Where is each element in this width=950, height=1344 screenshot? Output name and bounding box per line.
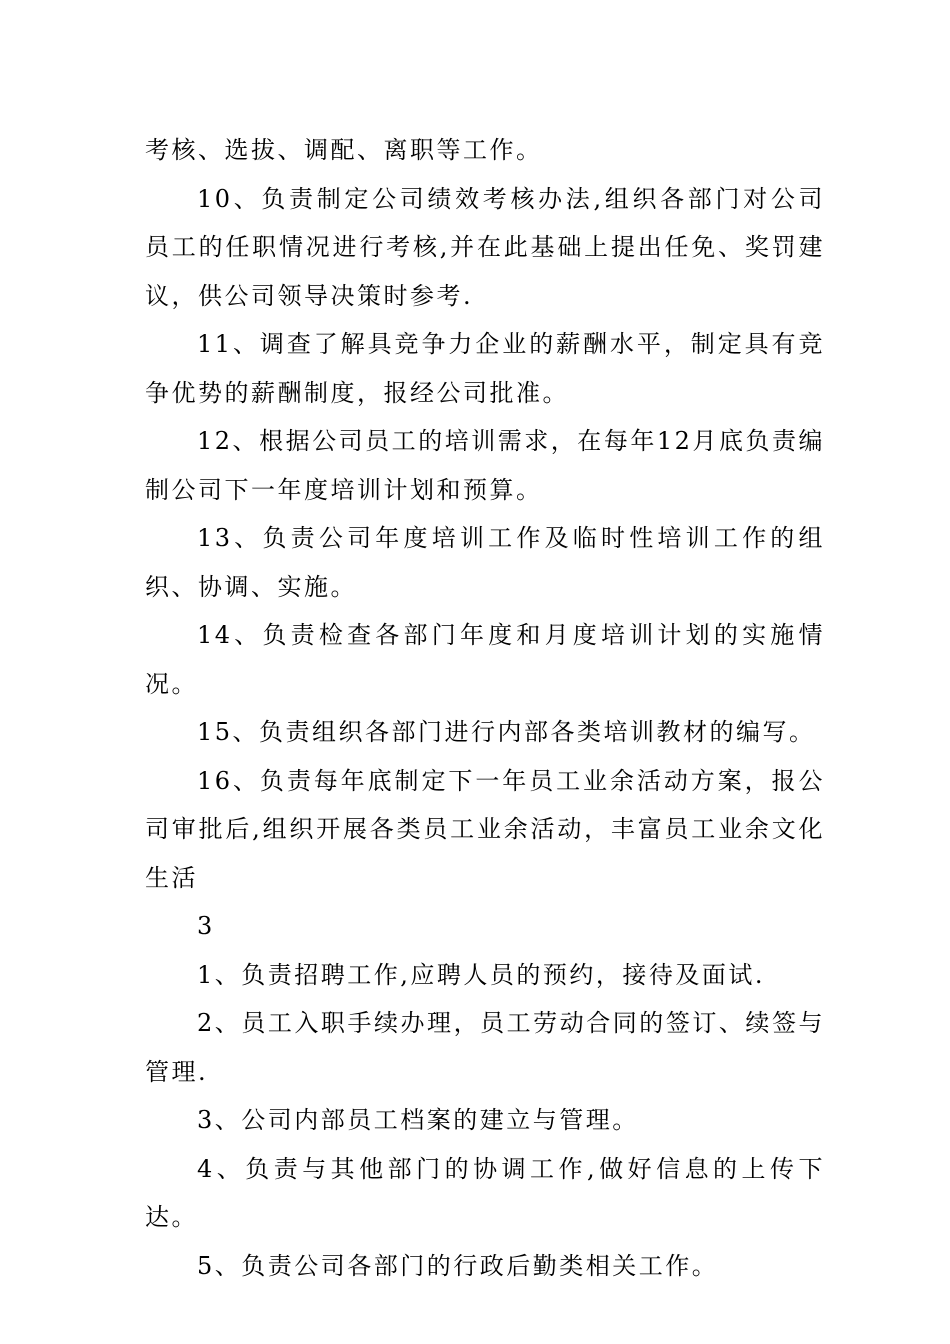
paragraph-item-12: 12、根据公司员工的培训需求，在每年12月底负责编制公司下一年度培训计划和预算。 xyxy=(145,427,825,504)
paragraph-item-15: 15、负责组织各部门进行内部各类培训教材的编写。 xyxy=(197,718,816,746)
paragraph-continuation: 考核、选拔、调配、离职等工作。 xyxy=(145,136,543,164)
paragraph-item-1: 1、负责招聘工作,应聘人员的预约，接待及面试. xyxy=(197,960,766,989)
paragraph-item-16: 16、负责每年底制定下一年员工业余活动方案，报公司审批后,组织开展各类员工业余活动，丰富员工业余文化生活 xyxy=(145,766,825,892)
paragraph-item-10: 10、负责制定公司绩效考核办法,组织各部门对公司员工的任职情况进行考核,并在此基础上提出任免、奖罚建议，供公司领导决策时参考. xyxy=(145,184,825,310)
document-body xyxy=(145,126,825,1290)
paragraph-item-5: 5、负责公司各部门的行政后勤类相关工作。 xyxy=(197,1251,719,1280)
paragraph-item-4: 4、负责与其他部门的协调工作,做好信息的上传下达。 xyxy=(145,1154,825,1231)
paragraph-item-14: 14、负责检查各部门年度和月度培训计划的实施情况。 xyxy=(145,621,825,698)
paragraph-item-13: 13、负责公司年度培训工作及临时性培训工作的组织、协调、实施。 xyxy=(145,524,825,601)
section-number: 3 xyxy=(197,912,215,940)
paragraph-item-11: 11、调查了解具竞争力企业的薪酬水平，制定具有竞争优势的薪酬制度，报经公司批准。 xyxy=(145,330,825,407)
paragraph-item-2: 2、员工入职手续办理，员工劳动合同的签订、续签与管理. xyxy=(145,1009,825,1086)
paragraph-item-3: 3、公司内部员工档案的建立与管理。 xyxy=(197,1106,639,1134)
